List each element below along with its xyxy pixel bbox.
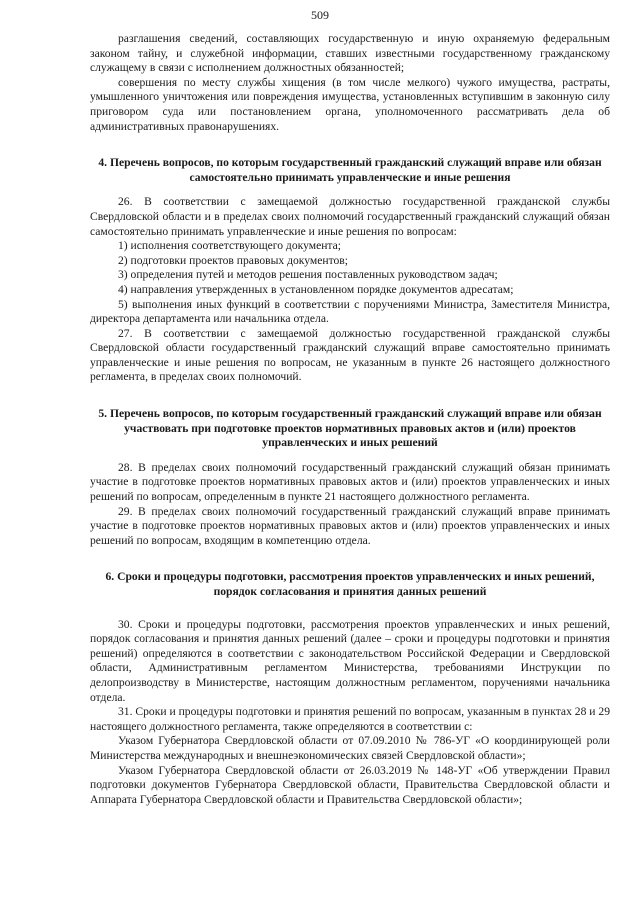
list-item: 1) исполнения соответствующего документа; — [118, 239, 341, 253]
paragraph-26: 26. В соответствии с замещаемой должностью государственной гражданской службы Свердловской области и в пределах своих полномочий государственный гражданский служащий обязан самостоятельно принимать управленческие и иные решения по вопросам: — [90, 195, 610, 238]
decree-786: Указом Губернатора Свердловской области от 07.09.2010 № 786-УГ «О координирующей роли Министерства международных и внешнеэкономических связей Свердловской области»; — [90, 734, 610, 762]
paragraph-30: 30. Сроки и процедуры подготовки, рассмотрения проектов управленческих и иных решений, порядок согласования и принятия данных решений (далее – сроки и процедуры подготовки и принятия решений) определяются в соответствии с законодательством Российской Федерации и Свердловской области, Административным регламентом Министерства, требованиями Инструкции по делопроизводству в Министерстве, настоящим должностным регламентом, поручениями начальника отдела. — [90, 617, 610, 704]
list-item: 5) выполнения иных функций в соответствии с поручениями Министра, Заместителя Министра, директора департамента или начальника отдела. — [90, 297, 610, 326]
section-5-title: 5. Перечень вопросов, по которым государственный гражданский служащий вправе или обязан участвовать при подготовке проектов нормативных правовых актов и (или) проектов управленческих и иных решений — [98, 407, 602, 450]
page-number: 509 — [311, 8, 329, 22]
decree-148: Указом Губернатора Свердловской области от 26.03.2019 № 148-УГ «Об утверждении Правил подготовки документов Губернатора Свердловской области, Правительства Свердловской области и Аппарата Губернатора Свердловской области и Правительства Свердловской области»; — [90, 763, 610, 806]
paragraph-29: 29. В пределах своих полномочий государственный гражданский служащий вправе принимать участие в подготовке проектов нормативных правовых актов и (или) проектов управленческих и иных решений по вопросам, входящим в компетенцию отдела. — [90, 504, 610, 547]
list-item: 3) определения путей и методов решения поставленных руководством задач; — [118, 268, 498, 282]
section-6-title: 6. Сроки и процедуры подготовки, рассмотрения проектов управленческих и иных решений, порядок согласования и принятия данных решений — [105, 570, 595, 598]
list-item: 4) направления утвержденных в установленном порядке документов адресатам; — [118, 282, 514, 296]
paragraph-28: 28. В пределах своих полномочий государственный гражданский служащий обязан принимать участие в подготовке проектов нормативных правовых актов и (или) проектов управленческих и иных решений по вопросам, определенным в пункте 21 настоящего должностного регламента. — [90, 460, 610, 504]
intro-paragraph-1: разглашения сведений, составляющих государственную и иную охраняемую федеральным законом тайну, и служебной информации, ставших известными государственному гражданскому служащему в связи с исполнением должностных обязанностей; — [90, 32, 610, 75]
section-4-title: 4. Перечень вопросов, по которым государственный гражданский служащий вправе или обязан самостоятельно принимать управленческие и иные решения — [98, 156, 602, 184]
paragraph-27: 27. В соответствии с замещаемой должностью государственной гражданской службы Свердловской области государственный гражданский служащий вправе самостоятельно принимать управленческие и иные решения по вопросам, не указанным в пункте 26 настоящего должностного регламента, в пределах своих полномочий. — [90, 326, 610, 384]
intro-paragraph-2: совершения по месту службы хищения (в том числе мелкого) чужого имущества, растраты, умышленного уничтожения или повреждения имущества, установленных вступившим в законную силу приговором суда или постановлением органа, уполномоченного рассматривать дела об административных правонарушениях. — [90, 75, 610, 133]
paragraph-31: 31. Сроки и процедуры подготовки и принятия решений по вопросам, указанным в пунктах 28 и 29 настоящего должностного регламента, также определяются в соответствии с: — [90, 705, 610, 733]
document-body — [90, 32, 610, 807]
list-item: 2) подготовки проектов правовых документов; — [118, 253, 349, 267]
